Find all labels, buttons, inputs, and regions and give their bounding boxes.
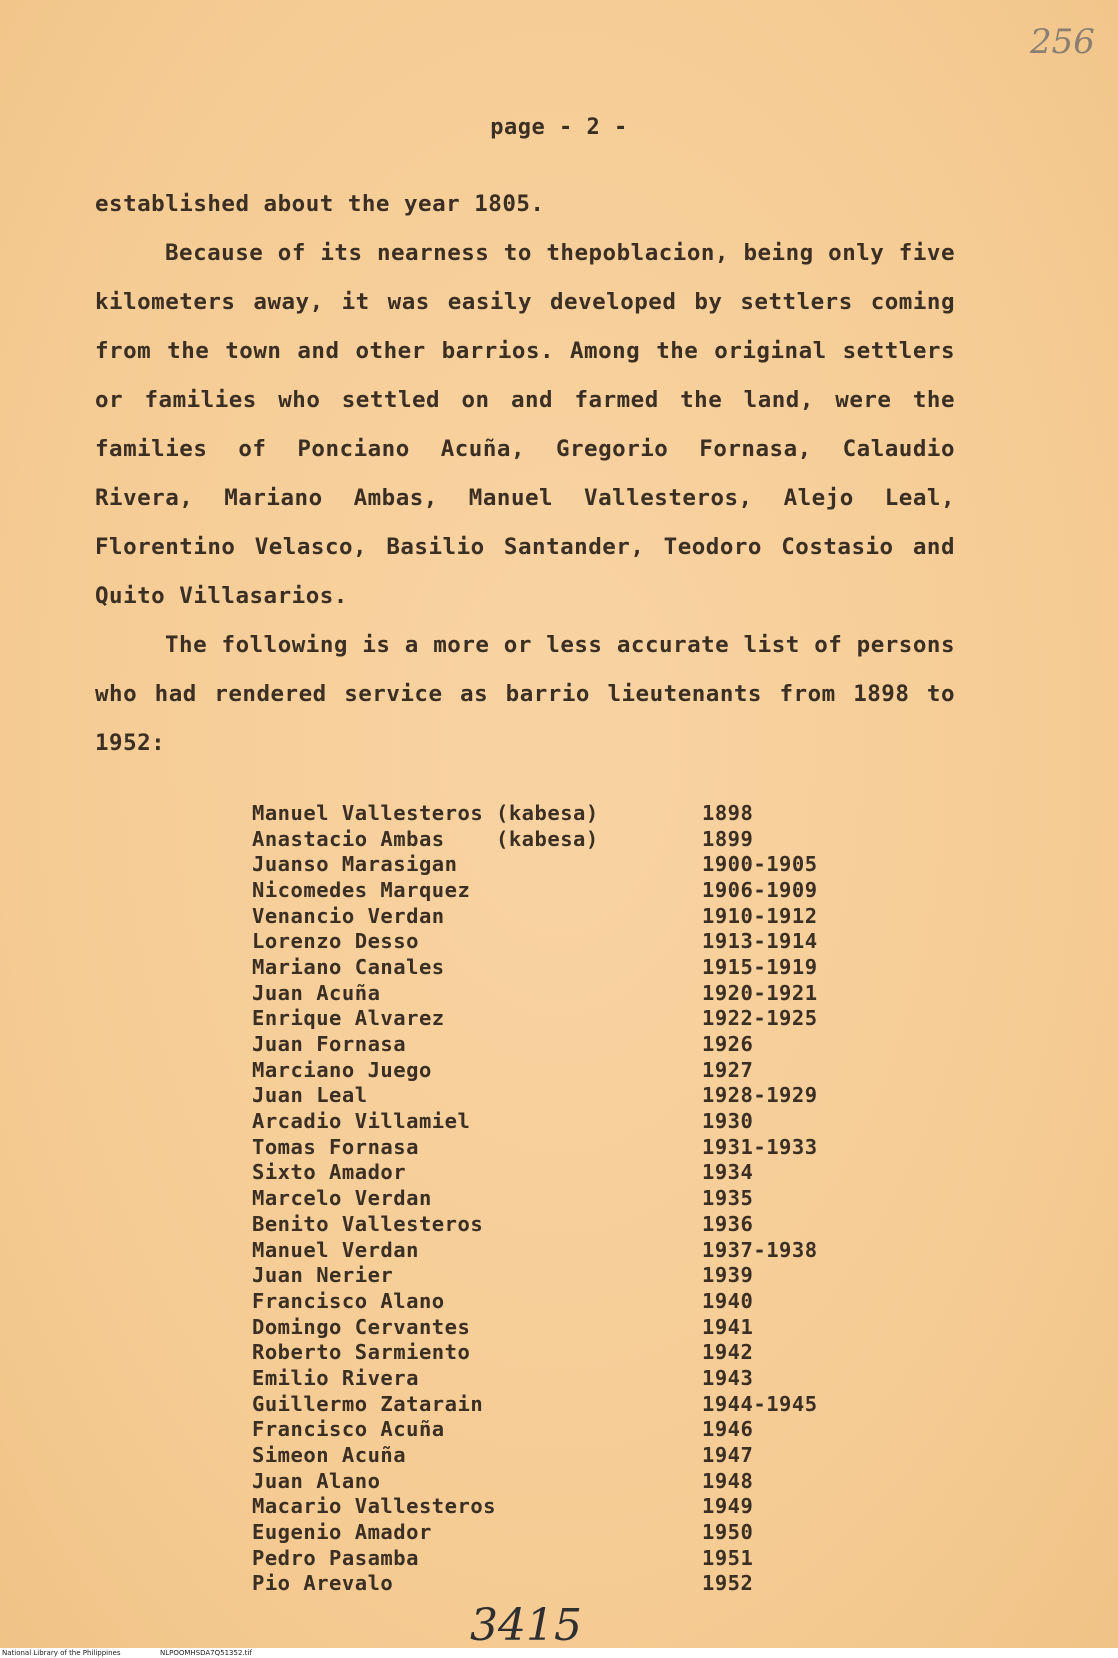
lieutenant-years: 1940 <box>702 1288 754 1313</box>
lieutenant-name: Sixto Amador <box>252 1160 407 1185</box>
lieutenant-name: Benito Vallesteros <box>252 1211 484 1236</box>
lieutenant-row <box>252 1083 892 1109</box>
lieutenant-years: 1937-1938 <box>702 1237 818 1262</box>
lieutenant-years: 1915-1919 <box>702 954 818 979</box>
lieutenant-row <box>252 1314 892 1340</box>
lieutenant-row <box>252 1545 892 1571</box>
lieutenant-name: Marciano Juego <box>252 1057 432 1082</box>
lieutenant-row <box>252 1262 892 1288</box>
lieutenant-name: Juan Fornasa <box>252 1032 407 1057</box>
lieutenant-years: 1941 <box>702 1314 754 1339</box>
lieutenant-years: 1913-1914 <box>702 929 818 954</box>
lieutenant-row <box>252 1237 892 1263</box>
paragraph: The following is a more or less accurate list of persons who had rendered service as barrio lieutenants from 1898 to 1952: <box>95 632 955 756</box>
lieutenant-name: Francisco Alano <box>252 1288 445 1313</box>
lieutenant-name: Domingo Cervantes <box>252 1314 471 1339</box>
lieutenant-row <box>252 928 892 954</box>
lieutenant-years: 1935 <box>702 1186 754 1211</box>
lieutenant-years: 1950 <box>702 1520 754 1545</box>
lieutenant-years: 1939 <box>702 1263 754 1288</box>
lieutenant-name: Pio Arevalo <box>252 1571 394 1596</box>
lieutenant-row <box>252 1134 892 1160</box>
lieutenant-row <box>252 1571 892 1597</box>
lieutenant-name: Venancio Verdan <box>252 903 445 928</box>
lieutenant-years: 1946 <box>702 1417 754 1442</box>
lieutenant-name: Pedro Pasamba <box>252 1545 419 1570</box>
lieutenant-name: Eugenio Amador <box>252 1520 432 1545</box>
lieutenant-row <box>252 1288 892 1314</box>
lieutenant-years: 1952 <box>702 1571 754 1596</box>
lieutenant-years: 1926 <box>702 1032 754 1057</box>
lieutenant-row <box>252 851 892 877</box>
lieutenant-years: 1927 <box>702 1057 754 1082</box>
lieutenant-name: Arcadio Villamiel <box>252 1109 471 1134</box>
paragraph: established about the year 1805. <box>95 191 545 217</box>
lieutenant-years: 1949 <box>702 1494 754 1519</box>
lieutenant-row <box>252 877 892 903</box>
lieutenant-row <box>252 800 892 826</box>
lieutenant-years: 1928-1929 <box>702 1083 818 1108</box>
lieutenant-row <box>252 954 892 980</box>
lieutenant-years: 1942 <box>702 1340 754 1365</box>
lieutenant-name: Marcelo Verdan <box>252 1186 432 1211</box>
lieutenant-name: Nicomedes Marquez <box>252 877 471 902</box>
lieutenant-name: Enrique Alvarez <box>252 1006 445 1031</box>
lieutenant-name: Juan Leal <box>252 1083 368 1108</box>
lieutenant-years: 1943 <box>702 1365 754 1390</box>
lieutenant-name: Anastacio Ambas (kabesa) <box>252 826 599 851</box>
lieutenant-name: Manuel Verdan <box>252 1237 419 1262</box>
lieutenant-row <box>252 1160 892 1186</box>
lieutenant-row <box>252 1211 892 1237</box>
handwritten-bottom-number: 3415 <box>470 1600 582 1648</box>
lieutenant-name: Emilio Rivera <box>252 1365 419 1390</box>
lieutenant-row <box>252 1365 892 1391</box>
lieutenant-name: Roberto Sarmiento <box>252 1340 471 1365</box>
lieutenant-row <box>252 1108 892 1134</box>
handwritten-page-number: 256 <box>1030 22 1095 62</box>
lieutenant-years: 1910-1912 <box>702 903 818 928</box>
lieutenant-row <box>252 1494 892 1520</box>
lieutenant-row <box>252 1391 892 1417</box>
lieutenants-list <box>252 800 892 1596</box>
lieutenant-name: Francisco Acuña <box>252 1417 445 1442</box>
lieutenant-name: Juan Alano <box>252 1468 381 1493</box>
lieutenant-row <box>252 1185 892 1211</box>
lieutenant-row <box>252 1057 892 1083</box>
lieutenant-name: Tomas Fornasa <box>252 1134 419 1159</box>
footer-file-name: NLPOOMHSDA7Q51352.tif <box>160 1649 252 1657</box>
lieutenant-years: 1948 <box>702 1468 754 1493</box>
lieutenant-row <box>252 1442 892 1468</box>
lieutenant-years: 1920-1921 <box>702 980 818 1005</box>
lieutenant-years: 1931-1933 <box>702 1134 818 1159</box>
lieutenant-name: Juan Acuña <box>252 980 381 1005</box>
body-text <box>95 180 955 768</box>
footer-credit: National Library of the Philippines <box>2 1649 121 1657</box>
lieutenant-row <box>252 1519 892 1545</box>
lieutenant-name: Macario Vallesteros <box>252 1494 496 1519</box>
lieutenant-name: Mariano Canales <box>252 954 445 979</box>
page-heading: page - 2 - <box>490 115 628 140</box>
lieutenant-row <box>252 903 892 929</box>
lieutenant-years: 1944-1945 <box>702 1391 818 1416</box>
lieutenant-row <box>252 1031 892 1057</box>
lieutenant-years: 1922-1925 <box>702 1006 818 1031</box>
lieutenant-years: 1900-1905 <box>702 852 818 877</box>
lieutenant-name: Juan Nerier <box>252 1263 394 1288</box>
lieutenant-name: Juanso Marasigan <box>252 852 458 877</box>
lieutenant-years: 1934 <box>702 1160 754 1185</box>
lieutenant-row <box>252 1339 892 1365</box>
lieutenant-row <box>252 980 892 1006</box>
lieutenant-years: 1898 <box>702 800 754 825</box>
lieutenant-years: 1951 <box>702 1545 754 1570</box>
lieutenant-name: Simeon Acuña <box>252 1443 407 1468</box>
lieutenant-years: 1906-1909 <box>702 877 818 902</box>
lieutenant-name: Manuel Vallesteros (kabesa) <box>252 800 599 825</box>
lieutenant-years: 1899 <box>702 826 754 851</box>
lieutenant-row <box>252 1417 892 1443</box>
lieutenant-row <box>252 1468 892 1494</box>
lieutenant-name: Guillermo Zatarain <box>252 1391 484 1416</box>
lieutenant-name: Lorenzo Desso <box>252 929 419 954</box>
lieutenant-years: 1936 <box>702 1211 754 1236</box>
footer-strip <box>0 1648 1118 1658</box>
lieutenant-row <box>252 1006 892 1032</box>
lieutenant-years: 1930 <box>702 1109 754 1134</box>
lieutenant-row <box>252 826 892 852</box>
paragraph: Because of its nearness to thepoblacion, being only five kilometers away, it was easily developed by settlers coming from the town and other barrios. Among the original settlers or families who settled on and farmed the land, were the families of Ponciano Acuña, Gregorio Fornasa, Calaudio Rivera, Mariano Ambas, Manuel Vallesteros, Alejo Leal, Florentino Velasco, Basilio Santander, Teodoro Costasio and Quito Villasarios. <box>95 240 955 609</box>
lieutenant-years: 1947 <box>702 1443 754 1468</box>
